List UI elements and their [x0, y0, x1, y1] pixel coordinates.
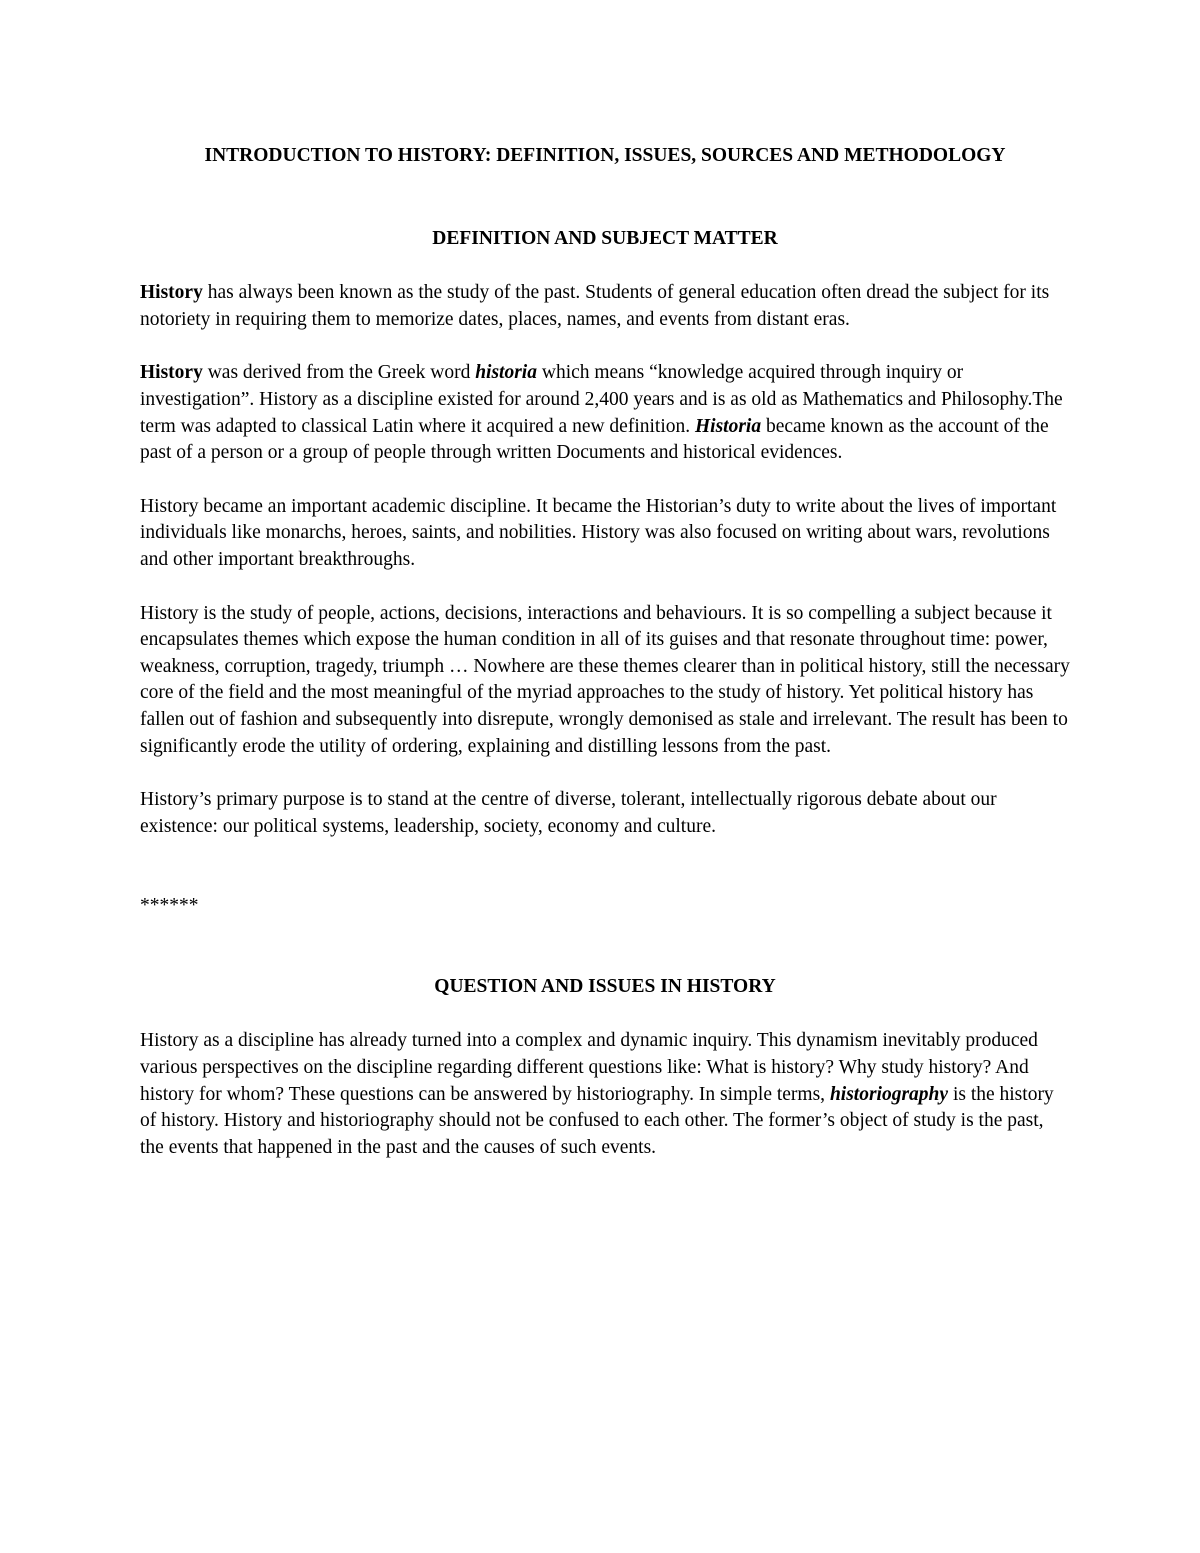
document-title: INTRODUCTION TO HISTORY: DEFINITION, ISSUES, SOURCES AND METHODOLOGY [204, 145, 1006, 166]
term-history: History [140, 282, 203, 304]
term-historia-latin: Historia [695, 415, 762, 437]
paragraph-primary-purpose: History’s primary purpose is to stand at the centre of diverse, tolerant, intellectually rigorous debate about our existence: our political systems, leadership, society, economy and culture. [140, 789, 997, 837]
paragraph-history-definition [140, 280, 1070, 333]
document-body [140, 143, 1070, 1161]
paragraph-text: became known as the account of the past of a person or a group of people through written Documents and historical evidences. [140, 415, 1049, 464]
section-separator: ****** [140, 895, 199, 917]
paragraph-text: has always been known as the study of the past. Students of general education often dread the subject for its notoriety in requiring them to memorize dates, places, names, and events from distant eras. [140, 282, 1050, 330]
section-heading-questions: QUESTION AND ISSUES IN HISTORY [434, 975, 776, 997]
paragraph-text: is the history of history. History and historiography should not be confused to each other. The former’s object of study is the past, the events that happened in the past and the causes of such events. [140, 1083, 1054, 1158]
paragraph-text: History as a discipline has already turned into a complex and dynamic inquiry. This dynamism inevitably produced various perspectives on the discipline regarding different questions like: What is history? Why study history? And history for whom? These questions can be answered by historiography. In simple terms, [140, 1030, 1038, 1105]
paragraph-academic-discipline: History became an important academic discipline. It became the Historian’s duty to write about the lives of important individuals like monarchs, heroes, saints, and nobilities. History was also focused on writing about wars, revolutions and other important breakthroughs. [140, 495, 1057, 570]
paragraph-historiography [140, 1028, 1070, 1161]
term-historia: historia [475, 362, 537, 384]
term-history: History [140, 362, 203, 384]
paragraph-greek-origin [140, 360, 1070, 466]
paragraph-study-of-people: History is the study of people, actions, decisions, interactions and behaviours. It is so compelling a subject because it encapsulates themes which expose the human condition in all of its guises and that resonate throughout time: power, weakness, corruption, tragedy, triumph … Nowhere are these themes clearer than in political history, still the necessary core of the field and the most meaningful of the myriad approaches to the study of history. Yet political history has fallen out of fashion and subsequently into disrepute, wrongly demonised as stale and irrelevant. The result has been to significantly erode the utility of ordering, explaining and distilling lessons from the past. [140, 602, 1070, 757]
term-historiography: historiography [829, 1083, 949, 1105]
paragraph-text: was derived from the Greek word [202, 362, 476, 384]
paragraph-text: which means “knowledge acquired through inquiry or investigation”. History as a discipline existed for around 2,400 years and is as old as Mathematics and Philosophy.The term was adapted to classical Latin where it acquired a new definition. [140, 362, 1063, 437]
section-heading-definition: DEFINITION AND SUBJECT MATTER [432, 227, 778, 249]
